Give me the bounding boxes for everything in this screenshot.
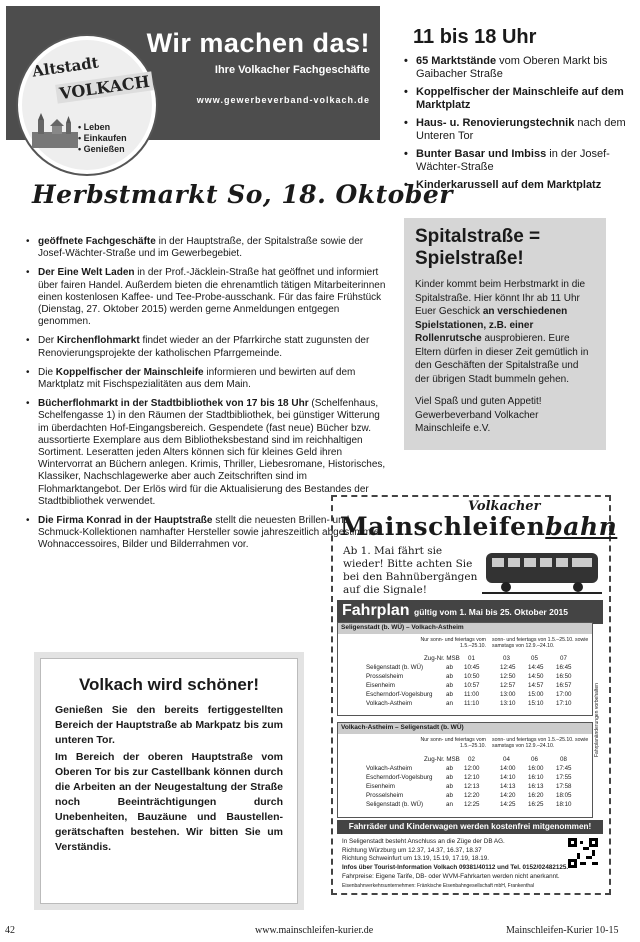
logo-line1: Altstadt — [31, 53, 100, 81]
list-item: • Der Eine Welt Laden in der Prof.-Jäcklein-Straße hat geöffnet und informiert über fairen Handel. Außerdem bieten die ehrenamtlich tätigen Mitarbeiterinnen einen kostenlosen Kaffee- und Tee-Probe-ausschank. Für das faire Frühstück (Dienstag, 27. Oktober 2015) werden gerne Anmeldungen entgegen genommen. — [24, 267, 386, 328]
list-item: • Bunter Basar und Imbiss in der Josef-Wächter-Straße — [404, 148, 629, 174]
header-title: Wir machen das! — [146, 28, 370, 58]
table-row: Seligenstadt (b. WÜ) an 12:25 14:25 16:25 18:10 — [366, 801, 572, 808]
spielstrasse-signature: Viel Spaß und guten Appetit! Gewerbeverband Volkacher Mainschleife e.V. — [415, 396, 542, 434]
table-row: Volkach-Astheim ab 12:00 14:00 16:00 17:45 — [366, 765, 572, 772]
list-item: • Die Firma Konrad in der Hauptstraße stellt die neuesten Brillen- und Schmuck-Kollektionen namhafter Hersteller sowie jahreszeitlich abgestimmte Wohnaccessoires, Bilder und Bilderrahmen vor. — [24, 515, 386, 552]
table-row: Seligenstadt (b. WÜ) ab 10:45 12:45 14:45 16:45 — [366, 664, 572, 671]
table-row: Eisenheim ab 10:57 12:57 14:57 16:57 — [366, 682, 572, 689]
timetable-return — [337, 722, 593, 818]
bahn-volkacher: Volkacher — [468, 499, 541, 514]
list-item: • Die Koppelfischer der Mainschleife informieren und bewirten auf dem Marktplatz mit Fischspezialitäten aus dem Main. — [24, 367, 386, 391]
table-row: Zug-Nr. MSB 01 03 05 07 — [424, 655, 567, 662]
table-row: Prosselsheim ab 12:20 14:20 16:20 18:05 — [366, 792, 572, 799]
volkach-notice-p1: Genießen Sie den bereits fertiggestellten Bereich der Hauptstraße ab Markpatz bis zum unteren Tor. — [55, 704, 283, 746]
list-item: • Der Kirchenflohmarkt findet wieder an der Pfarrkirche statt zugunsten der Renovierungsprojekte der katholischen Pfarrgemeinde. — [24, 335, 386, 359]
timetable-outbound — [337, 622, 593, 716]
header-url: www.gewerbeverband-volkach.de — [196, 95, 370, 105]
footer-issue: Mainschleifen-Kurier 10-15 — [506, 925, 619, 936]
timetable-note: sonn- und feiertags von 1.5.–25.10. sowie samstags von 12.9.–24.10. — [492, 737, 589, 750]
timetable-note: Nur sonn- und feiertags vom 1.5.–25.10. — [420, 637, 486, 650]
bahn-info: In Seligenstadt besteht Anschluss an die Züge der DB AG. Richtung Würzburg um 12.37, 14.37, 16.37, 18.37 Richtung Schweinfurt um 13.19, 15.19, 17.19, 18.19. Infos über Tourist-Information Volkach 09381/40112 und Tel. 0152/02482125. Fahrpreise: Eigene Tarife, DB- oder WVM-Fahrkarten werden nicht anerkannt. Eisenbahnverkehrsunternehmen: Fränkische Eisenbahngesellschaft mbH, Frankenthal — [342, 838, 569, 889]
volkach-notice-p2: Im Bereich der oberen Hauptstraße vom Oberen Tor bis zur Castellbank können durch die Arbeiten an der Neugestaltung der Straße noch Beeinträchtigungen durch Unebenheiten, Bauzäune und Baustellen-gerätschaften bestehen. Wir bitten Sie um Verständis. — [55, 751, 283, 853]
town-skyline-icon — [30, 112, 80, 148]
bike-stroller-banner: Fahrräder und Kinderwagen werden kostenfrei mitgenommen! — [337, 820, 603, 834]
timetable-heading: Seligenstadt (b. WÜ) – Volkach-Astheim — [338, 623, 592, 634]
volkach-notice-title: Volkach wird schöner! — [78, 675, 260, 694]
fahrplan-bar — [337, 600, 603, 624]
logo-line2: VOLKACH — [55, 71, 154, 103]
table-row: Zug-Nr. MSB 02 04 06 08 — [424, 756, 567, 763]
list-item: • Bücherflohmarkt in der Stadtbibliothek von 17 bis 18 Uhr (Schelfenhaus, Schelfengasse 1) in den Räumen der Stadtbibliothek, bei günstiger Witterung im überdachten Hof-Eingangsbereich. Gespendete (fast neue) Bücher bzw. aussortierte Exemplare aus dem Bibliotheksbestand sind im reichhaltigen Sortiment. Leseratten jeden Alters können sich für kleines Geld ihren Wintervorrat an Büchern anlegen. Krimis, Thriller, Liebesromane, Historisches, Klassiker, Nachschlagewerke aber auch Zeitschriften sind im Flohmarktangebot. Der Erlös wird für die Aktualisierung des Bestandes der Stadtbibliothek verwendet. — [24, 398, 386, 508]
bahn-note: Ab 1. Mai fährt sie wieder! Bitte achten Sie bei den Bahnübergängen auf die Signale! — [343, 545, 478, 596]
table-row: Escherndorf-Vogelsburg ab 11:00 13:00 15:00 17:00 — [366, 691, 572, 698]
herbstmarkt-headline: Herbstmarkt So, 18. Oktober — [32, 180, 453, 209]
list-item: • Haus- u. Renovierungstechnik nach dem Unteren Tor — [404, 117, 629, 143]
timetable-note: sonn- und feiertags von 1.5.–25.10. sowie samstags von 12.9.–24.10. — [492, 637, 589, 650]
bahn-wordmark: Mainschleifenbahn — [340, 512, 618, 541]
table-row: Escherndorf-Vogelsburg ab 12:10 14:10 16:10 17:55 — [366, 774, 572, 781]
page-number: 42 — [5, 925, 15, 936]
list-item: • Koppelfischer der Mainschleife auf dem Marktplatz — [404, 86, 629, 112]
hours-list — [404, 55, 629, 197]
spielstrasse-box — [404, 218, 606, 450]
spielstrasse-text: Kinder kommt beim Herbstmarkt in die Spitalstraße. Hier könnt Ihr ab 11 Uhr Euer Geschick an verschiedenen Spielstationen, z.B. einer Rollenrutsche ausprobieren. Eure Eltern dürfen in dieser Zeit gemütlich in den Geschäften der Spitalstraße und der übrigen Stadt bummeln gehen. — [415, 279, 589, 385]
timetable-side-label: Fahrplanänderungen vorbehalten — [594, 683, 600, 757]
header-subtitle: Ihre Volkacher Fachgeschäfte — [214, 64, 370, 76]
hours-title: 11 bis 18 Uhr — [413, 26, 537, 48]
logo-slogan: • Leben • Einkaufen • Genießen — [78, 122, 127, 154]
table-row: Prosselsheim ab 10:50 12:50 14:50 16:50 — [366, 673, 572, 680]
volkach-notice-box — [40, 658, 298, 904]
altstadt-volkach-logo — [18, 36, 156, 174]
list-item: • 65 Marktstände vom Oberen Markt bis Gaibacher Straße — [404, 55, 629, 81]
list-item: • Kinderkarussell auf dem Marktplatz — [404, 179, 629, 192]
list-item: • geöffnete Fachgeschäfte in der Hauptstraße, der Spitalstraße sowie der Josef-Wächter-Straße und im Gewerbegebiet. — [24, 236, 386, 260]
qr-code-icon — [568, 838, 598, 868]
timetable-note: Nur sonn- und feiertags vom 1.5.–25.10. — [420, 737, 486, 750]
footer-url: www.mainschleifen-kurier.de — [255, 925, 374, 936]
fahrplan-title: Fahrplan — [342, 602, 410, 619]
railcar-icon — [482, 545, 602, 595]
table-row: Eisenheim ab 12:13 14:13 16:13 17:58 — [366, 783, 572, 790]
timetable-heading: Volkach-Astheim – Seligenstadt (b. WÜ) — [338, 723, 592, 734]
spielstrasse-title: Spitalstraße = Spielstraße! — [415, 226, 541, 269]
fahrplan-validity: gültig vom 1. Mai bis 25. Oktober 2015 — [414, 607, 569, 617]
table-row: Volkach-Astheim an 11:10 13:10 15:10 17:10 — [366, 700, 572, 707]
